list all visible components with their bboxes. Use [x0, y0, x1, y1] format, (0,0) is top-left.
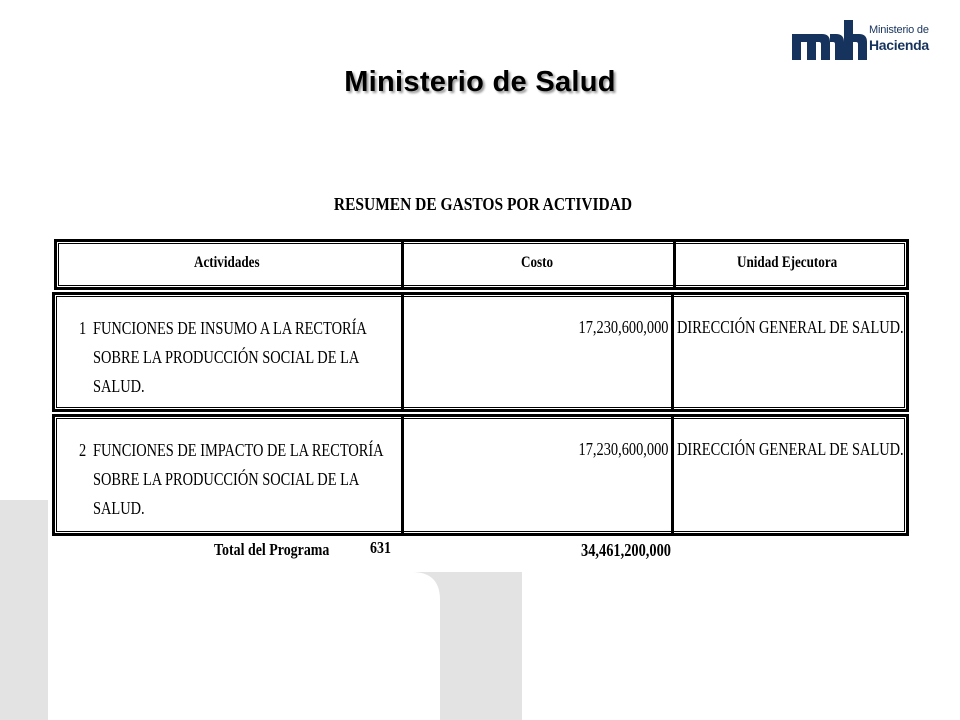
logo-line1: Ministerio de [869, 24, 929, 36]
page-title: Ministerio de Salud [344, 66, 616, 98]
row-number: 1 [79, 318, 87, 338]
logo-line2: Hacienda [869, 37, 929, 53]
unit-value: DIRECCIÓN GENERAL DE SALUD. [677, 317, 904, 337]
activity-line: SALUD. [93, 376, 145, 396]
activity-line: SOBRE LA PRODUCCIÓN SOCIAL DE LA [93, 347, 360, 367]
cost-value: 17,230,600,000 [578, 317, 668, 337]
activity-line: SOBRE LA PRODUCCIÓN SOCIAL DE LA [93, 469, 360, 489]
total-value: 34,461,200,000 [581, 540, 671, 560]
unit-value: DIRECCIÓN GENERAL DE SALUD. [677, 439, 904, 459]
row-divider-2 [671, 417, 674, 533]
activity-line: FUNCIONES DE IMPACTO DE LA RECTORÍA [93, 440, 384, 460]
activity-line: FUNCIONES DE INSUMO A LA RECTORÍA [93, 318, 367, 338]
row-number: 2 [79, 440, 87, 460]
row-divider-2 [671, 295, 674, 409]
table-row [52, 414, 909, 536]
col-header-costo: Costo [521, 254, 554, 271]
header-divider-1 [401, 242, 404, 287]
activity-line: SALUD. [93, 498, 145, 518]
total-label: Total del Programa [214, 540, 330, 559]
logo-text [869, 25, 929, 52]
col-header-unidad: Unidad Ejecutora [737, 254, 838, 271]
report-title: RESUMEN DE GASTOS POR ACTIVIDAD [333, 194, 633, 214]
table-header [54, 239, 909, 290]
row-divider-1 [401, 295, 404, 409]
table-row [52, 292, 909, 412]
row-divider-1 [401, 417, 404, 533]
header-divider-2 [673, 242, 676, 287]
program-code: 631 [370, 538, 391, 557]
col-header-actividades: Actividades [194, 254, 260, 271]
cost-value: 17,230,600,000 [578, 439, 668, 459]
